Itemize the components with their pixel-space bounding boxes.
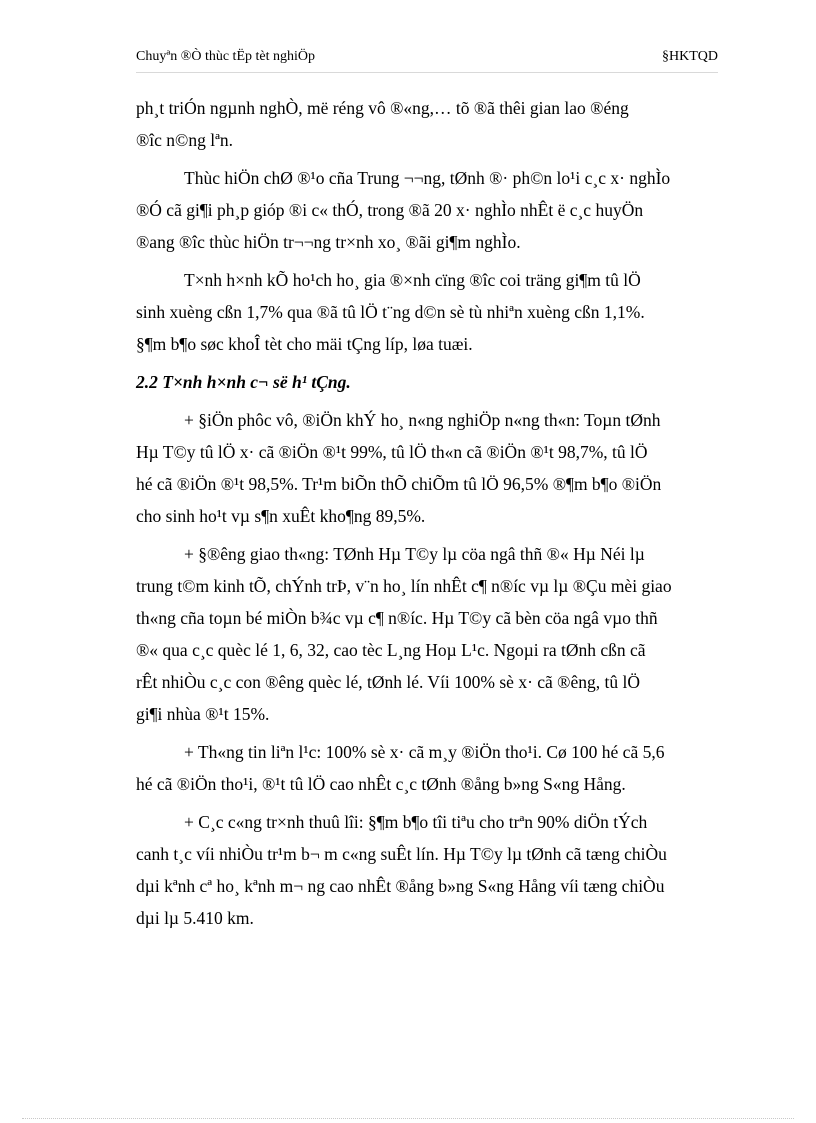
text-line: + §iÖn phôc vô, ®iÖn khÝ ho¸ n«ng nghiÖp n«ng th«n: Toµn tØnh xyxy=(184,410,661,430)
text-line: th«ng cña toµn bé miÒn b¾c vµ c¶ n®íc. Hµ T©y cã bèn cöa ngâ vµo thñ xyxy=(136,608,658,628)
paragraph-2 xyxy=(136,162,718,258)
text-line: + Th«ng tin liªn l¹c: 100% sè x· cã m¸y ®iÖn tho¹i. Cø 100 hé cã 5,6 xyxy=(184,742,665,762)
text-line: dµi kªnh cª ho¸ kªnh m¬ ng cao nhÊt ®ång b»ng S«ng Hång víi tæng chiÒu xyxy=(136,876,665,896)
text-line: ®ang ®îc thùc hiÖn tr¬¬ng tr×nh xo¸ ®ãi gi¶m nghÌo. xyxy=(136,232,521,252)
paragraph-3 xyxy=(136,264,718,360)
text-line: + §®êng giao th«ng: TØnh Hµ T©y lµ cöa ngâ thñ ®« Hµ Néi lµ xyxy=(184,544,645,564)
text-line: ®îc n©ng lªn. xyxy=(136,130,234,150)
text-line: trung t©m kinh tÕ, chÝnh trÞ, v¨n ho¸ lín nhÊt c¶ n®íc vµ lµ ®Çu mèi giao xyxy=(136,576,672,596)
text-line: Hµ T©y tû lÖ x· cã ®iÖn ®¹t 99%, tû lÖ th«n cã ®iÖn ®¹t 98,7%, tû lÖ xyxy=(136,442,648,462)
text-line: cho sinh ho¹t vµ s¶n xuÊt kho¶ng 89,5%. xyxy=(136,506,426,526)
text-line: ®Ó cã gi¶i ph¸p gióp ®i c« thÓ, trong ®ã 20 x· nghÌo nhÊt ë c¸c huyÖn xyxy=(136,200,644,220)
paragraph-1 xyxy=(136,92,718,156)
page-body xyxy=(136,92,718,934)
page-header xyxy=(136,48,718,66)
paragraph-7 xyxy=(136,806,718,934)
text-line: + C¸c c«ng tr×nh thuû lîi: §¶m b¶o tîi tiªu cho trªn 90% diÖn tÝch xyxy=(184,812,648,832)
header-right-label: §HKTQD xyxy=(662,49,718,64)
text-line: gi¶i nhùa ®¹t 15%. xyxy=(136,704,270,724)
text-line: canh t¸c víi nhiÒu tr¹m b¬ m c«ng suÊt lín. Hµ T©y lµ tØnh cã tæng chiÒu xyxy=(136,844,667,864)
page-bottom-border xyxy=(22,1118,794,1119)
text-line: rÊt nhiÒu c¸c con ®êng quèc lé, tØnh lé. Víi 100% sè x· cã ®êng, tû lÖ xyxy=(136,672,640,692)
text-line: dµi lµ 5.410 km. xyxy=(136,908,254,928)
section-heading: 2.2 T×nh h×nh c¬ së h¹ tÇng. xyxy=(136,372,351,392)
text-line: sinh xuèng cßn 1,7% qua ®ã tû lÖ t¨ng d©n sè tù nhiªn xuèng cßn 1,1%. xyxy=(136,302,645,322)
text-line: Thùc hiÖn chØ ®¹o cña Trung ¬¬ng, tØnh ®· ph©n lo¹i c¸c x· nghÌo xyxy=(184,168,671,188)
text-line: ph¸t triÓn ngµnh nghÒ, më réng vô ®«ng,… tõ ®ã thêi gian lao ®éng xyxy=(136,98,629,118)
paragraph-4 xyxy=(136,404,718,532)
text-line: T×nh h×nh kÕ ho¹ch ho¸ gia ®×nh cïng ®îc coi träng gi¶m tû lÖ xyxy=(184,270,641,290)
text-line: hé cã ®iÖn tho¹i, ®¹t tû lÖ cao nhÊt c¸c tØnh ®ång b»ng S«ng Hång. xyxy=(136,774,626,794)
text-line: ®« qua c¸c quèc lé 1, 6, 32, cao tèc L¸ng Hoµ L¹c. Ngoµi ra tØnh cßn cã xyxy=(136,640,646,660)
header-left-title: Chuyªn ®Ò thùc tËp tèt nghiÖp xyxy=(136,49,315,64)
text-line: hé cã ®iÖn ®¹t 98,5%. Tr¹m biÕn thÕ chiÕm tû lÖ 96,5% ®¶m b¶o ®iÖn xyxy=(136,474,662,494)
paragraph-5 xyxy=(136,538,718,730)
header-divider xyxy=(136,72,718,73)
text-line: §¶m b¶o søc khoÎ tèt cho mäi tÇng líp, løa tuæi. xyxy=(136,334,473,354)
paragraph-6 xyxy=(136,736,718,800)
